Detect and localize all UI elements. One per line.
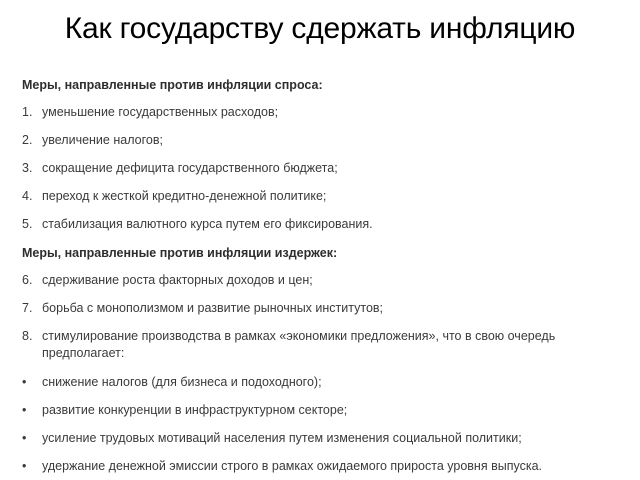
bullet-item xyxy=(22,430,622,447)
list-item xyxy=(22,188,622,205)
list-item-text: стабилизация валютного курса путем его фиксирования. xyxy=(42,217,373,231)
bullet-item xyxy=(22,402,622,419)
list-item-text: сдерживание роста факторных доходов и цен; xyxy=(42,273,313,287)
list-number: 8. xyxy=(22,329,33,343)
section-heading-demand-inflation: Меры, направленные против инфляции спроса: xyxy=(22,78,323,92)
list-item xyxy=(22,300,622,317)
slide-title: Как государству сдержать инфляцию xyxy=(64,12,576,45)
demand-inflation-measures-list xyxy=(22,104,622,233)
bullet-marker: • xyxy=(22,403,27,417)
slide-content xyxy=(22,76,622,480)
list-number: 4. xyxy=(22,189,33,203)
list-item xyxy=(22,160,622,177)
list-number: 1. xyxy=(22,105,33,119)
list-number: 5. xyxy=(22,217,33,231)
list-item-text: увеличение налогов; xyxy=(42,133,163,147)
bullet-marker: • xyxy=(22,459,27,473)
list-item xyxy=(22,132,622,149)
list-item-text: уменьшение государственных расходов; xyxy=(42,105,279,119)
bullet-item-text: усиление трудовых мотиваций населения путем изменения социальной политики; xyxy=(42,431,522,445)
list-item-text: сокращение дефицита государственного бюджета; xyxy=(42,161,338,175)
supply-economics-bullets-list xyxy=(22,374,622,475)
list-number: 2. xyxy=(22,133,33,147)
cost-inflation-measures-list xyxy=(22,272,622,362)
list-item xyxy=(22,104,622,121)
list-item xyxy=(22,328,622,362)
list-item-text: переход к жесткой кредитно-денежной политике; xyxy=(42,189,327,203)
list-item-text: стимулирование производства в рамках «экономики предложения», что в свою очередь предполагает: xyxy=(42,329,556,360)
list-number: 6. xyxy=(22,273,33,287)
bullet-item-text: снижение налогов (для бизнеса и подоходного); xyxy=(42,375,322,389)
list-number: 7. xyxy=(22,301,33,315)
list-number: 3. xyxy=(22,161,33,175)
bullet-item xyxy=(22,374,622,391)
bullet-marker: • xyxy=(22,375,27,389)
section-heading-cost-inflation: Меры, направленные против инфляции издержек: xyxy=(22,246,338,260)
list-item xyxy=(22,272,622,289)
bullet-marker: • xyxy=(22,431,27,445)
list-item xyxy=(22,216,622,233)
list-item-text: борьба с монополизмом и развитие рыночных институтов; xyxy=(42,301,384,315)
bullet-item xyxy=(22,458,622,475)
bullet-item-text: удержание денежной эмиссии строго в рамках ожидаемого прироста уровня выпуска. xyxy=(42,459,542,473)
bullet-item-text: развитие конкуренции в инфраструктурном секторе; xyxy=(42,403,348,417)
